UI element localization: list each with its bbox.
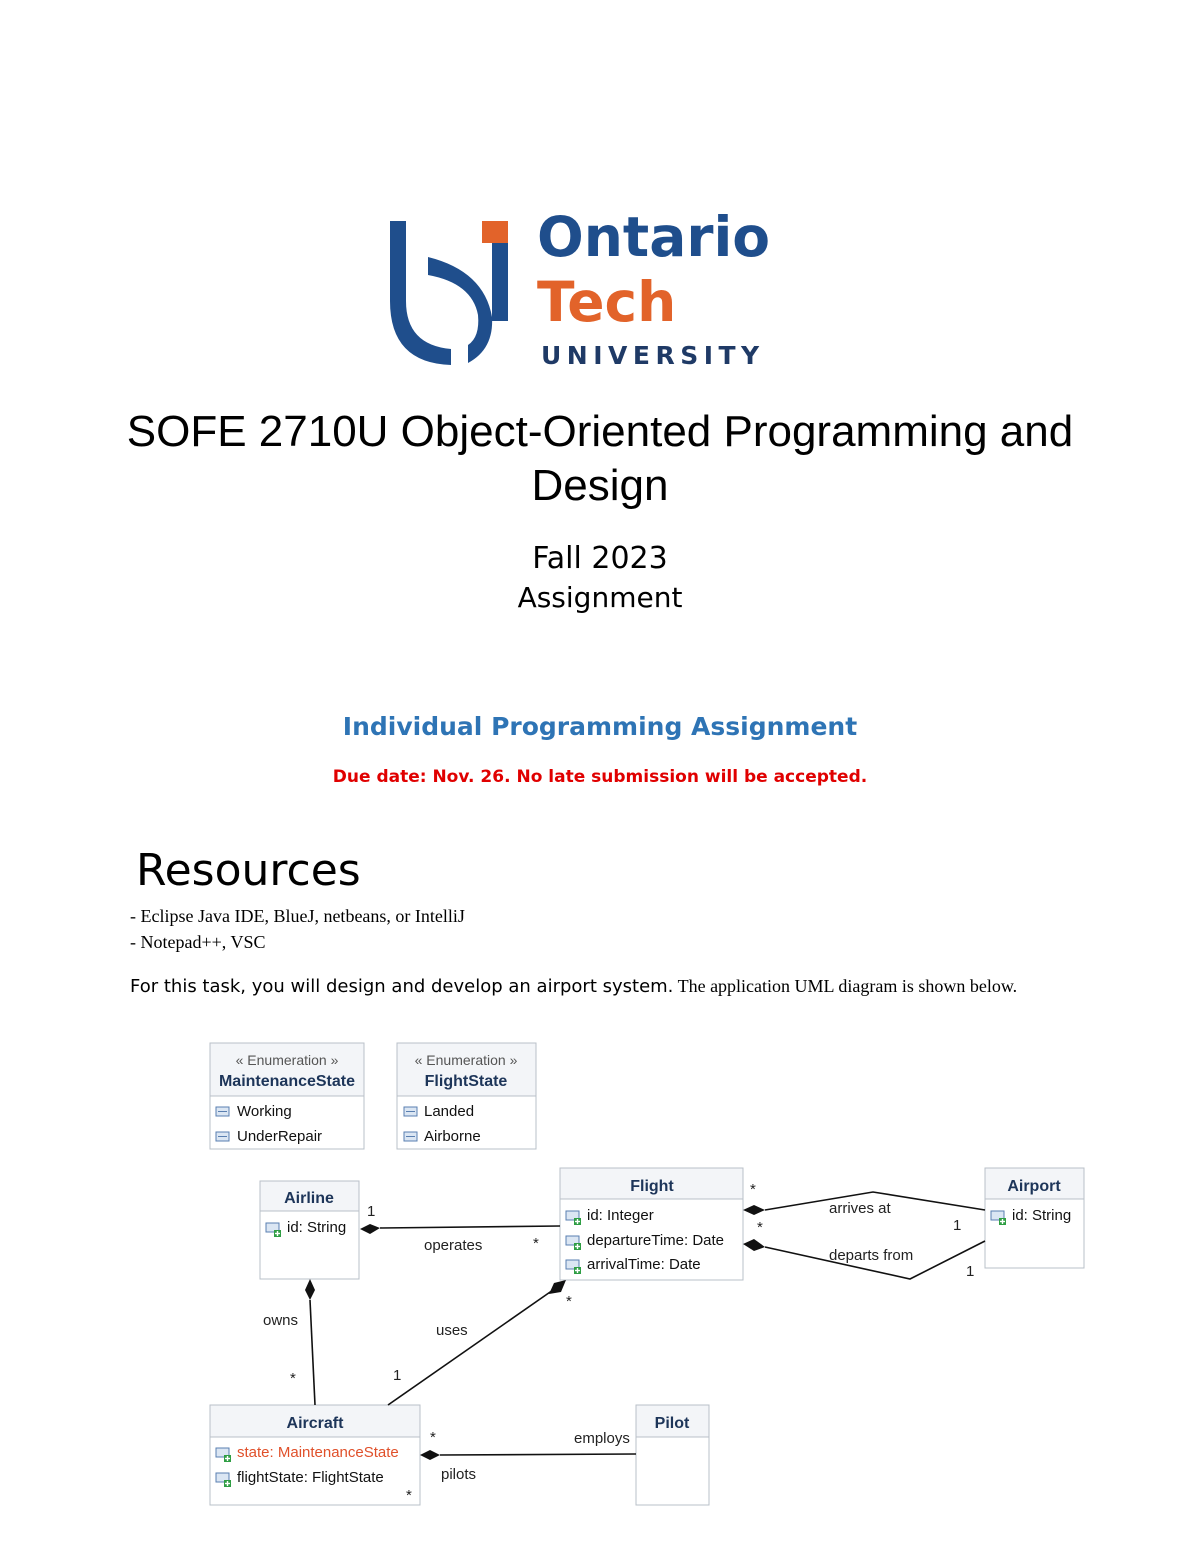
- svg-text:*: *: [757, 1219, 763, 1236]
- term-label: Fall 2023: [532, 541, 668, 576]
- logo-word-ontario: Ontario: [537, 205, 771, 269]
- composition-diamond: [743, 1239, 765, 1251]
- document-type: Assignment: [517, 581, 683, 614]
- class-airport: [985, 1168, 1084, 1268]
- svg-text:employs: employs: [574, 1430, 630, 1447]
- svg-text:uses: uses: [436, 1322, 468, 1339]
- svg-text:*: *: [430, 1429, 436, 1446]
- class-airline: [260, 1181, 359, 1279]
- assignment-subtitle: Individual Programming Assignment: [342, 712, 858, 741]
- assoc-departs-from: [743, 1219, 985, 1280]
- assoc-operates: [360, 1203, 560, 1254]
- class-attribute: arrivalTime: Date: [587, 1256, 701, 1273]
- composition-diamond: [305, 1279, 315, 1300]
- svg-text:operates: operates: [424, 1237, 483, 1254]
- enum-name: MaintenanceState: [218, 1073, 356, 1090]
- enum-value: Working: [237, 1103, 292, 1120]
- assoc-pilots: [406, 1429, 636, 1504]
- class-attribute: state: MaintenanceState: [237, 1444, 399, 1461]
- enum-value: UnderRepair: [237, 1128, 323, 1145]
- logo-word-university: UNIVERSITY: [541, 341, 765, 370]
- class-name: Airline: [284, 1190, 334, 1207]
- enum-maintenance-state: [210, 1043, 364, 1149]
- enum-stereotype: « Enumeration »: [235, 1052, 339, 1068]
- svg-text:*: *: [566, 1293, 572, 1310]
- svg-text:pilots: pilots: [441, 1466, 477, 1483]
- svg-text:*: *: [290, 1370, 296, 1387]
- assoc-arrives-at: [743, 1181, 985, 1234]
- svg-text:1: 1: [953, 1217, 962, 1234]
- task-intro-part1: For this task, you will design and develop an airport system.: [130, 976, 674, 997]
- svg-text:1: 1: [966, 1263, 975, 1280]
- logo-word-tech: Tech: [537, 270, 677, 334]
- due-date-notice: Due date: Nov. 26. No late submission will be accepted.: [332, 767, 868, 787]
- enum-stereotype: « Enumeration »: [414, 1052, 518, 1068]
- assoc-owns: [263, 1279, 315, 1405]
- composition-diamond: [420, 1450, 440, 1460]
- enum-name: FlightState: [424, 1073, 508, 1090]
- svg-text:owns: owns: [263, 1312, 299, 1329]
- resources-heading: Resources: [136, 845, 361, 896]
- course-title: SOFE 2710U Object-Oriented Programming and Design: [126, 407, 1074, 510]
- class-attribute: flightState: FlightState: [237, 1469, 384, 1486]
- class-name: Flight: [630, 1178, 674, 1195]
- resource-item: - Eclipse Java IDE, BlueJ, netbeans, or IntelliJ: [130, 906, 465, 926]
- svg-text:departs from: departs from: [829, 1247, 914, 1264]
- class-flight: [560, 1168, 743, 1280]
- svg-text:1: 1: [367, 1203, 376, 1220]
- class-attribute: id: String: [287, 1219, 347, 1236]
- composition-diamond: [360, 1224, 380, 1234]
- class-attribute: id: String: [1012, 1207, 1072, 1224]
- svg-text:*: *: [750, 1181, 756, 1198]
- svg-text:*: *: [406, 1487, 412, 1504]
- composition-diamond: [743, 1205, 765, 1215]
- task-intro-part2: The application UML diagram is shown below.: [673, 976, 1018, 996]
- assoc-uses: [388, 1280, 572, 1405]
- class-name: Airport: [1007, 1178, 1061, 1195]
- svg-text:arrives at: arrives at: [829, 1200, 891, 1217]
- class-attribute: id: Integer: [587, 1207, 654, 1224]
- resource-item: - Notepad++, VSC: [130, 932, 266, 952]
- composition-diamond: [549, 1280, 566, 1294]
- class-name: Aircraft: [286, 1415, 344, 1432]
- class-aircraft: [210, 1405, 420, 1505]
- class-pilot: [636, 1405, 709, 1505]
- enum-flight-state: [397, 1043, 536, 1149]
- class-attribute: departureTime: Date: [587, 1232, 725, 1249]
- svg-text:1: 1: [393, 1367, 402, 1384]
- enum-value: Airborne: [424, 1128, 481, 1145]
- class-name: Pilot: [654, 1415, 690, 1432]
- enum-value: Landed: [424, 1103, 475, 1120]
- svg-text:*: *: [533, 1235, 539, 1252]
